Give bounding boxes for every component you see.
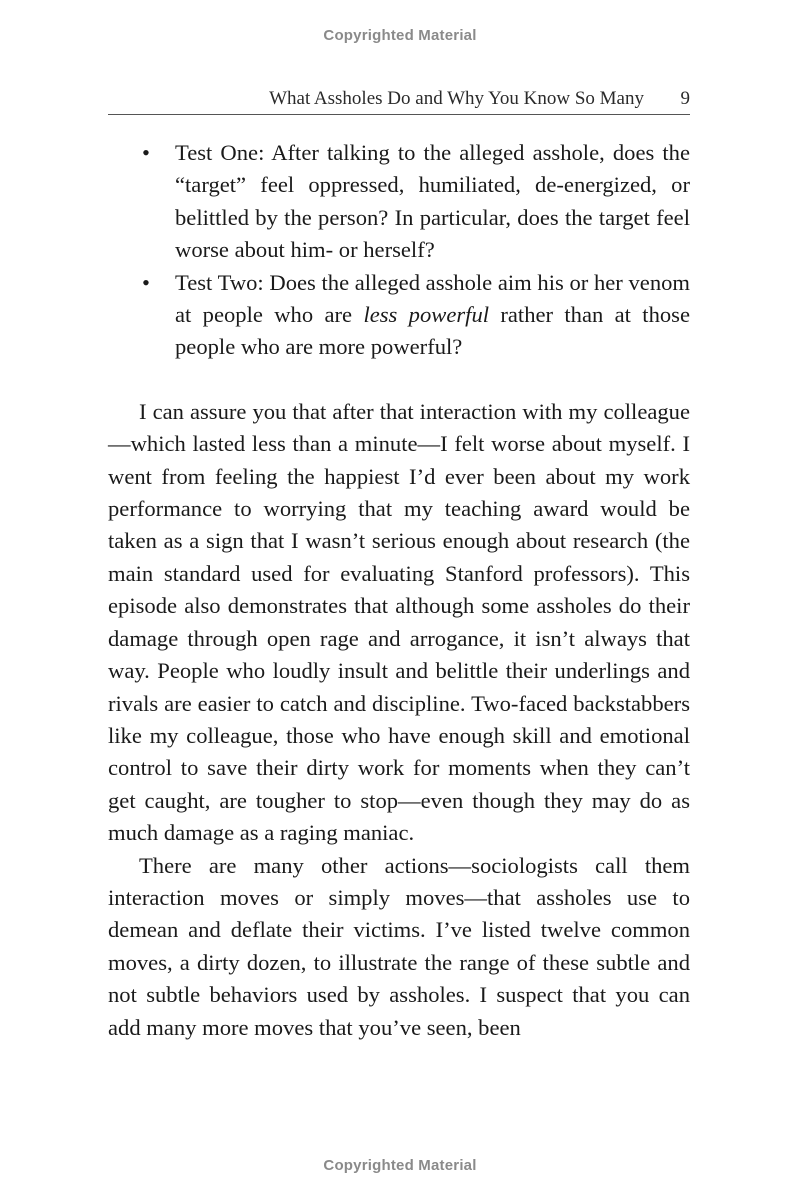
copyright-watermark-top: Copyrighted Material bbox=[323, 27, 477, 44]
copyright-watermark-bottom: Copyrighted Material bbox=[323, 1157, 477, 1174]
body-paragraph-2: There are many other actions—sociologists call them interaction moves or simply moves—that assholes use to demean and deflate their victims. I’ve listed twelve common moves, a dirty dozen, to illustrate the range of these subtle and not subtle behaviors used by assholes. I suspect that you can add many more moves that you’ve seen, been bbox=[108, 852, 690, 1040]
running-head bbox=[108, 88, 690, 115]
body-paragraph-1: I can assure you that after that interaction with my colleague—which lasted less than a minute—I felt worse about myself. I went from feeling the happiest I’d ever been about my work performance to worrying that my teaching award would be taken as a sign that I wasn’t serious enough about research (the main standard used for evaluating Stanford professors). This episode also demonstrates that although some assholes do their damage through open rage and arrogance, it isn’t always that way. People who loudly insult and belittle their underlings and rivals are easier to catch and discipline. Two-faced backstabbers like my colleague, those who have enough skill and emotional control to save their dirty work for moments when they can’t get caught, are tougher to stop—even though they may do as much damage as a raging maniac. bbox=[108, 398, 690, 846]
bullet-marker: • bbox=[142, 269, 150, 295]
running-head-title: What Assholes Do and Why You Know So Many bbox=[269, 88, 644, 109]
bullet-text-before: Test Two: Does the alleged asshole aim his or her venom at people who are bbox=[175, 269, 690, 328]
bullet-list bbox=[108, 137, 690, 364]
page-body bbox=[108, 137, 690, 1044]
bullet-item-test-two bbox=[108, 267, 690, 364]
bullet-text: Test One: After talking to the alleged asshole, does the “target” feel oppressed, humiliated, de-energized, or belittled by the person? In particular, does the target feel worse about him- or herself? bbox=[175, 140, 690, 263]
page-number: 9 bbox=[680, 88, 690, 109]
emphasis-text: less powerful bbox=[363, 302, 490, 328]
bullet-item-test-one bbox=[108, 137, 690, 267]
bullet-marker: • bbox=[142, 140, 150, 165]
bullet-text-after: rather than at those people who are more powerful? bbox=[175, 302, 690, 360]
